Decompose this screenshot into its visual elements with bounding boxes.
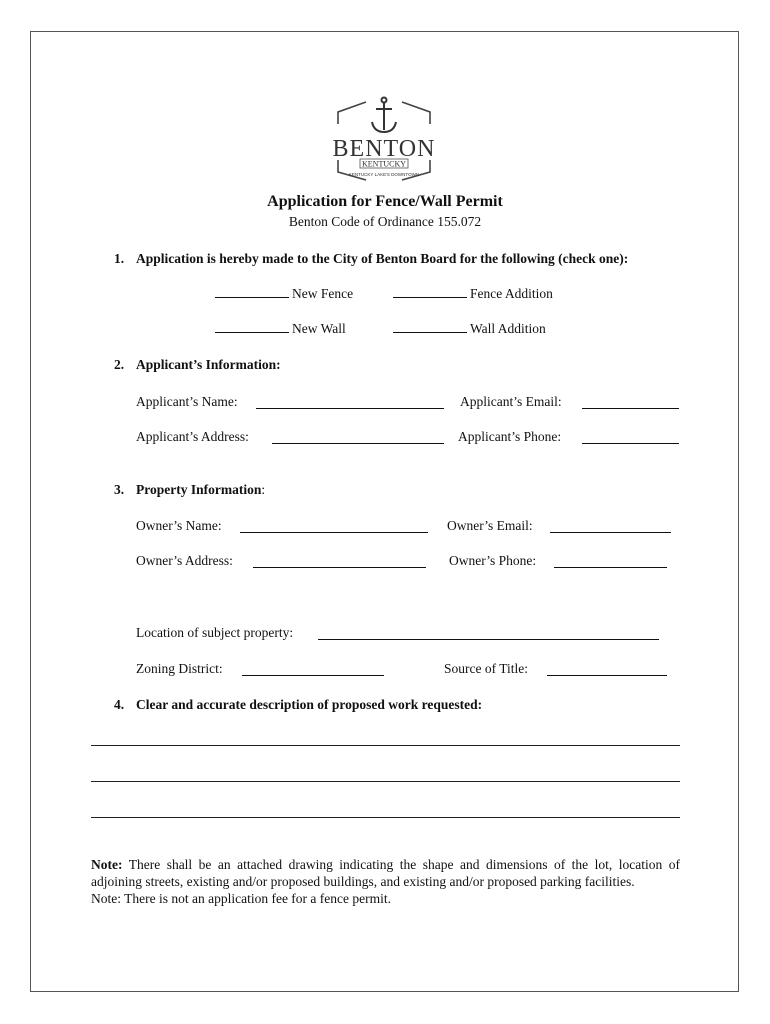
logo-state: KENTUCKY (362, 159, 406, 169)
section-2-heading: 2. Applicant’s Information: (114, 357, 281, 372)
applicant-email-label: Applicant’s Email: (460, 394, 562, 409)
note-drawing: Note: There shall be an attached drawing indicating the shape and dimensions of the lot, location of adjoining streets, existing and/or proposed buildings, and existing and/or proposed parking facilities. (91, 857, 680, 889)
applicant-phone-field[interactable] (582, 443, 679, 444)
applicant-phone-label: Applicant’s Phone: (458, 429, 562, 444)
source-of-title-field[interactable] (547, 675, 667, 676)
applicant-address-field[interactable] (272, 443, 444, 444)
owner-name-label: Owner’s Name: (136, 518, 222, 533)
section-1-heading: 1. Application is hereby made to the City of Benton Board for the following (check one): (114, 251, 629, 266)
note-fee: Note: There is not an application fee for a fence permit. (91, 891, 391, 906)
location-field[interactable] (318, 639, 659, 640)
section-4-heading: 4. Clear and accurate description of proposed work requested: (114, 697, 483, 712)
source-of-title-label: Source of Title: (444, 661, 529, 676)
owner-address-label: Owner’s Address: (136, 553, 233, 568)
notes-block (91, 856, 680, 907)
owner-email-field[interactable] (550, 532, 671, 533)
option-new-wall[interactable]: New Wall (215, 321, 346, 337)
owner-name-field[interactable] (240, 532, 428, 533)
applicant-email-field[interactable] (582, 408, 679, 409)
owner-phone-field[interactable] (554, 567, 667, 568)
section-3-heading: 3. Property Information: (114, 482, 266, 497)
anchor-icon (372, 98, 396, 133)
option-new-fence[interactable]: New Fence (215, 286, 353, 302)
location-label: Location of subject property: (136, 625, 294, 640)
applicant-name-label: Applicant’s Name: (136, 394, 238, 409)
description-line-2[interactable] (91, 781, 680, 782)
option-fence-addition[interactable]: Fence Addition (393, 286, 553, 302)
applicant-address-label: Applicant’s Address: (136, 429, 249, 444)
owner-phone-label: Owner’s Phone: (449, 553, 537, 568)
logo-tagline: KENTUCKY LAKE'S DOWNTOWN (348, 172, 420, 177)
description-line-3[interactable] (91, 817, 680, 818)
owner-email-label: Owner’s Email: (447, 518, 533, 533)
zoning-label: Zoning District: (136, 661, 223, 676)
option-wall-addition[interactable]: Wall Addition (393, 321, 546, 337)
form-subtitle: Benton Code of Ordinance 155.072 (288, 214, 482, 229)
zoning-field[interactable] (242, 675, 384, 676)
logo-name: BENTON (332, 136, 436, 162)
description-line-1[interactable] (91, 745, 680, 746)
applicant-name-field[interactable] (256, 408, 444, 409)
benton-logo (322, 96, 446, 182)
owner-address-field[interactable] (253, 567, 426, 568)
form-title: Application for Fence/Wall Permit (267, 193, 503, 210)
